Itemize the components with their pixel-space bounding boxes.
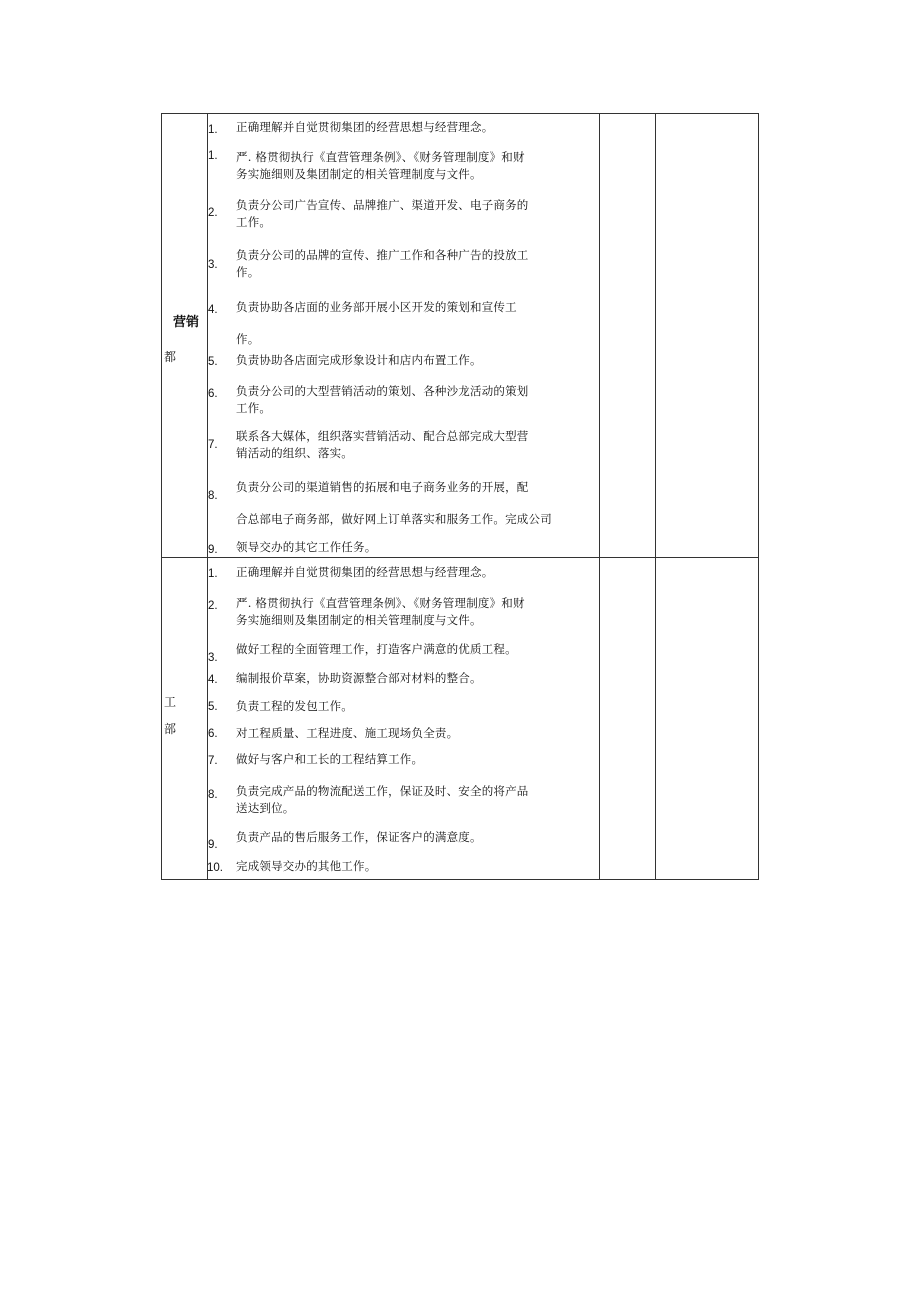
item-text: 严. 格贯彻执行《直营管理条例》、《财务管理制度》和财 务实施细则及集团制定的相关管理制度与文件。 [236, 150, 525, 181]
item-number: 5. [208, 701, 218, 713]
row-divider [162, 557, 758, 558]
item-number: 6. [208, 388, 218, 400]
item-number: 2. [208, 207, 218, 219]
item-text: 负责分公司的品牌的宣传、推广工作和各种广告的投放工 作。 [236, 248, 529, 279]
item-text: 负责完成产品的物流配送工作，保证及时、安全的将产品 送达到位。 [236, 784, 529, 815]
item-number: 3. [208, 259, 218, 271]
item-text: 编制报价草案，协助资源整合部对材料的整合。 [236, 671, 482, 685]
item-text: 负责分公司的大型营销活动的策划、各种沙龙活动的策划 工作。 [236, 384, 529, 415]
item-text: 做好工程的全面管理工作，打造客户满意的优质工程。 [236, 642, 517, 656]
item-text: 负责工程的发包工作。 [236, 699, 353, 713]
item-text: 负责产品的售后服务工作，保证客户的满意度。 [236, 830, 482, 844]
item-number: 6. [208, 728, 218, 740]
item-text: 完成领导交办的其他工作。 [236, 859, 377, 873]
item-number: 9. [208, 839, 218, 851]
item-number: 3. [208, 652, 218, 664]
dept-name-line2: 都 [164, 350, 177, 364]
item-text: 严. 格贯彻执行《直营管理条例》、《财务管理制度》和财 务实施细则及集团制定的相关管理制度与文件。 [236, 596, 525, 627]
item-text: 做好与客户和工长的工程结算工作。 [236, 752, 424, 766]
item-text: 合总部电子商务部，做好网上订单落实和服务工作。完成公司 [236, 512, 552, 526]
item-text: 联系各大媒体，组织落实营销活动、配合总部完成大型营 销活动的组织、落实。 [236, 429, 529, 460]
dept-name-line1: 工 [164, 695, 177, 709]
duty-table [161, 113, 759, 880]
item-text: 负责协助各店面的业务部开展小区开发的策划和宣传工 [236, 300, 517, 314]
item-text: 负责分公司广告宣传、品牌推广、渠道开发、电子商务的 工作。 [236, 198, 529, 229]
item-number: 1. [208, 568, 218, 580]
column-divider [655, 114, 656, 879]
item-text: 正确理解并自觉贯彻集团的经营思想与经营理念。 [236, 120, 494, 134]
dept-name-line2: 部 [164, 722, 177, 736]
item-number: 1. [208, 124, 218, 136]
item-text: 负责分公司的渠道销售的拓展和电子商务业务的开展，配 [236, 480, 529, 494]
item-text: 作。 [236, 332, 260, 346]
item-number: 1. [208, 150, 218, 162]
item-text: 负责协助各店面完成形象设计和店内布置工作。 [236, 353, 482, 367]
item-text: 领导交办的其它工作任务。 [236, 540, 377, 554]
dept-name-line1: 营销 [173, 315, 200, 330]
item-number: 2. [208, 600, 218, 612]
item-number: 8. [208, 789, 218, 801]
item-number: 7. [208, 439, 218, 451]
item-text: 对工程质量、工程进度、施工现场负全责。 [236, 726, 459, 740]
item-number: 5. [208, 356, 218, 368]
item-number: 10. [207, 862, 223, 874]
item-number: 7. [208, 755, 218, 767]
item-number: 4. [208, 304, 218, 316]
item-number: 8. [208, 490, 218, 502]
item-number: 4. [208, 674, 218, 686]
column-divider [599, 114, 600, 879]
item-text: 正确理解并自觉贯彻集团的经营思想与经营理念。 [236, 565, 494, 579]
item-number: 9. [208, 544, 218, 556]
